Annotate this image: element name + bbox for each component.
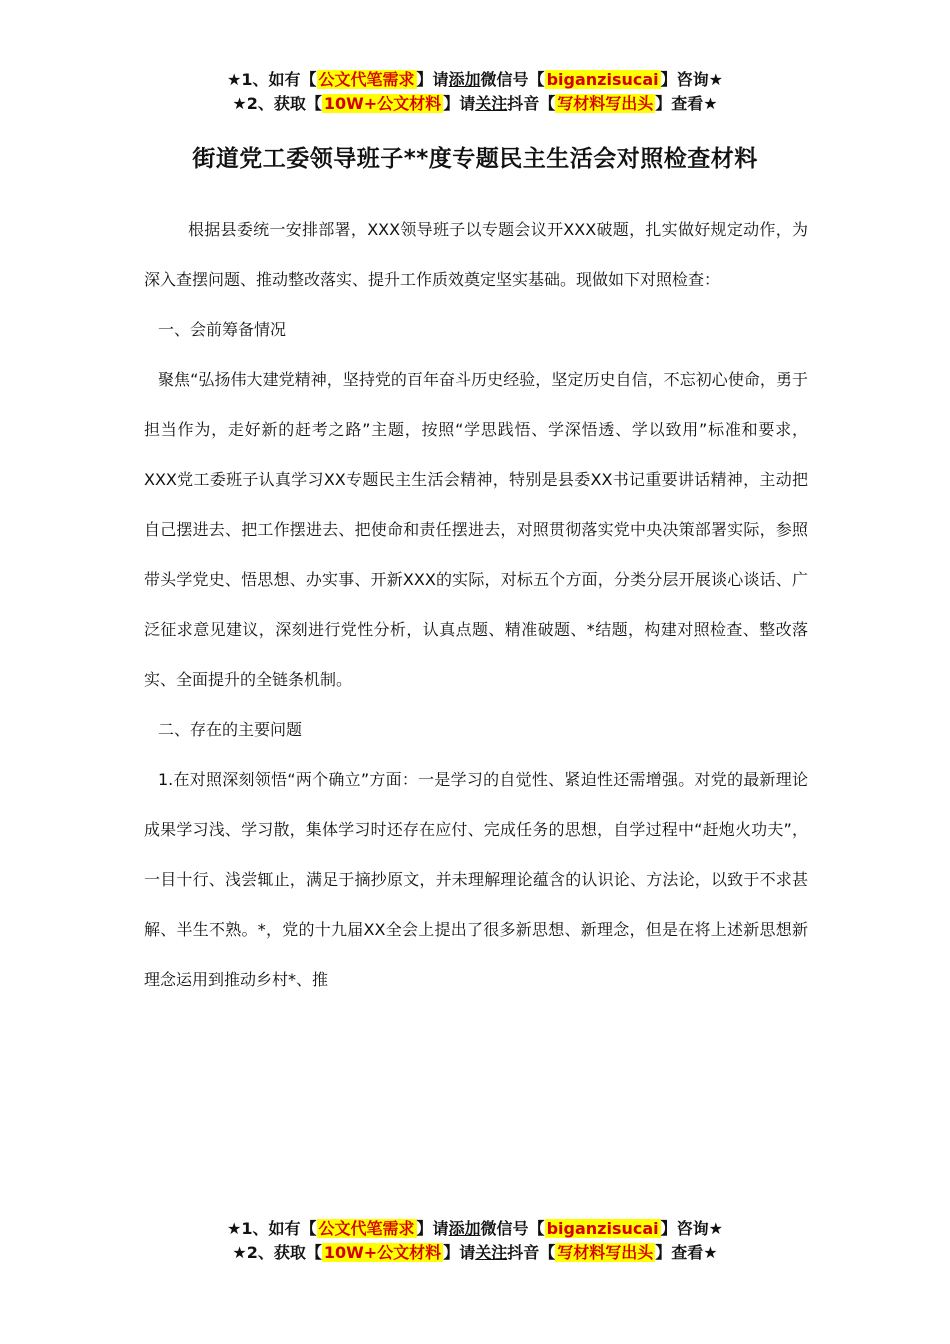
intro-paragraph: 根据县委统一安排部署，XXX领导班子以专题会议开XXX破题，扎实做好规定动作，为深入查摆问题、推动整改落实、提升工作质效奠定坚实基础。现做如下对照检查： bbox=[144, 220, 808, 289]
banner-text: ★2、获取【 bbox=[232, 94, 322, 113]
document-title: 街道党工委领导班子**度专题民主生活会对照检查材料 bbox=[192, 146, 758, 172]
banner-text: 】咨询★ bbox=[660, 70, 723, 89]
banner-underlined: 关注 bbox=[475, 94, 508, 113]
section-2-heading: 二、存在的主要问题 bbox=[158, 720, 303, 739]
banner-text: ★1、如有【 bbox=[227, 1219, 317, 1238]
banner-text: 抖音【 bbox=[507, 94, 556, 113]
section-1-heading: 一、会前筹备情况 bbox=[158, 320, 287, 339]
banner-highlight: biganzisucai bbox=[546, 70, 659, 89]
banner-text: 】请 bbox=[443, 94, 476, 113]
footer-banner bbox=[0, 1218, 950, 1266]
banner-text: 】咨询★ bbox=[660, 1219, 723, 1238]
banner-text: 】查看★ bbox=[655, 1243, 718, 1262]
banner-underlined: 添加 bbox=[448, 1219, 481, 1238]
banner-highlight: 公文代笔需求 bbox=[318, 70, 415, 89]
banner-text: 】请 bbox=[443, 1243, 476, 1262]
banner-line-2 bbox=[0, 93, 950, 117]
banner-line-1 bbox=[0, 1218, 950, 1242]
banner-underlined: 添加 bbox=[448, 70, 481, 89]
banner-highlight: 写材料写出头 bbox=[557, 94, 654, 113]
banner-line-2 bbox=[0, 1242, 950, 1266]
banner-highlight: 10W+公文材料 bbox=[323, 1243, 442, 1262]
banner-text: 微信号【 bbox=[480, 70, 545, 89]
banner-underlined: 关注 bbox=[475, 1243, 508, 1262]
banner-text: ★2、获取【 bbox=[232, 1243, 322, 1262]
section-2-item-1: 1.在对照深刻领悟“两个确立”方面：一是学习的自觉性、紧迫性还需增强。对党的最新理论成果学习浅、学习散，集体学习时还存在应付、完成任务的思想，自学过程中“赶炮火功夫”，一目十行、浅尝辄止，满足于摘抄原文，并未理解理论蕴含的认识论、方法论，以致于不求甚解、半生不熟。*，党的十九届XX全会上提出了很多新思想、新理念，但是在将上述新思想新理念运用到推动乡村*、推 bbox=[144, 770, 808, 989]
document-body bbox=[144, 205, 808, 1195]
banner-highlight: biganzisucai bbox=[546, 1219, 659, 1238]
banner-text: ★1、如有【 bbox=[227, 70, 317, 89]
banner-line-1 bbox=[0, 69, 950, 93]
banner-highlight: 写材料写出头 bbox=[557, 1243, 654, 1262]
banner-text: 】请 bbox=[416, 1219, 449, 1238]
banner-text: 】查看★ bbox=[655, 94, 718, 113]
header-banner bbox=[0, 69, 950, 117]
section-1-paragraph: 聚焦“弘扬伟大建党精神，坚持党的百年奋斗历史经验，坚定历史自信，不忘初心使命，勇于担当作为，走好新的赶考之路”主题，按照“学思践悟、学深悟透、学以致用”标准和要求，XXX党工委班子认真学习XX专题民主生活会精神，特别是县委XX书记重要讲话精神，主动把自己摆进去、把工作摆进去、把使命和责任摆进去，对照贯彻落实党中央决策部署实际，参照带头学党史、悟思想、办实事、开新XXX的实际，对标五个方面，分类分层开展谈心谈话、广泛征求意见建议，深刻进行党性分析，认真点题、精准破题、*结题，构建对照检查、整改落实、全面提升的全链条机制。 bbox=[144, 370, 808, 689]
banner-text: 抖音【 bbox=[507, 1243, 556, 1262]
banner-highlight: 公文代笔需求 bbox=[318, 1219, 415, 1238]
banner-text: 】请 bbox=[416, 70, 449, 89]
banner-highlight: 10W+公文材料 bbox=[323, 94, 442, 113]
banner-text: 微信号【 bbox=[480, 1219, 545, 1238]
